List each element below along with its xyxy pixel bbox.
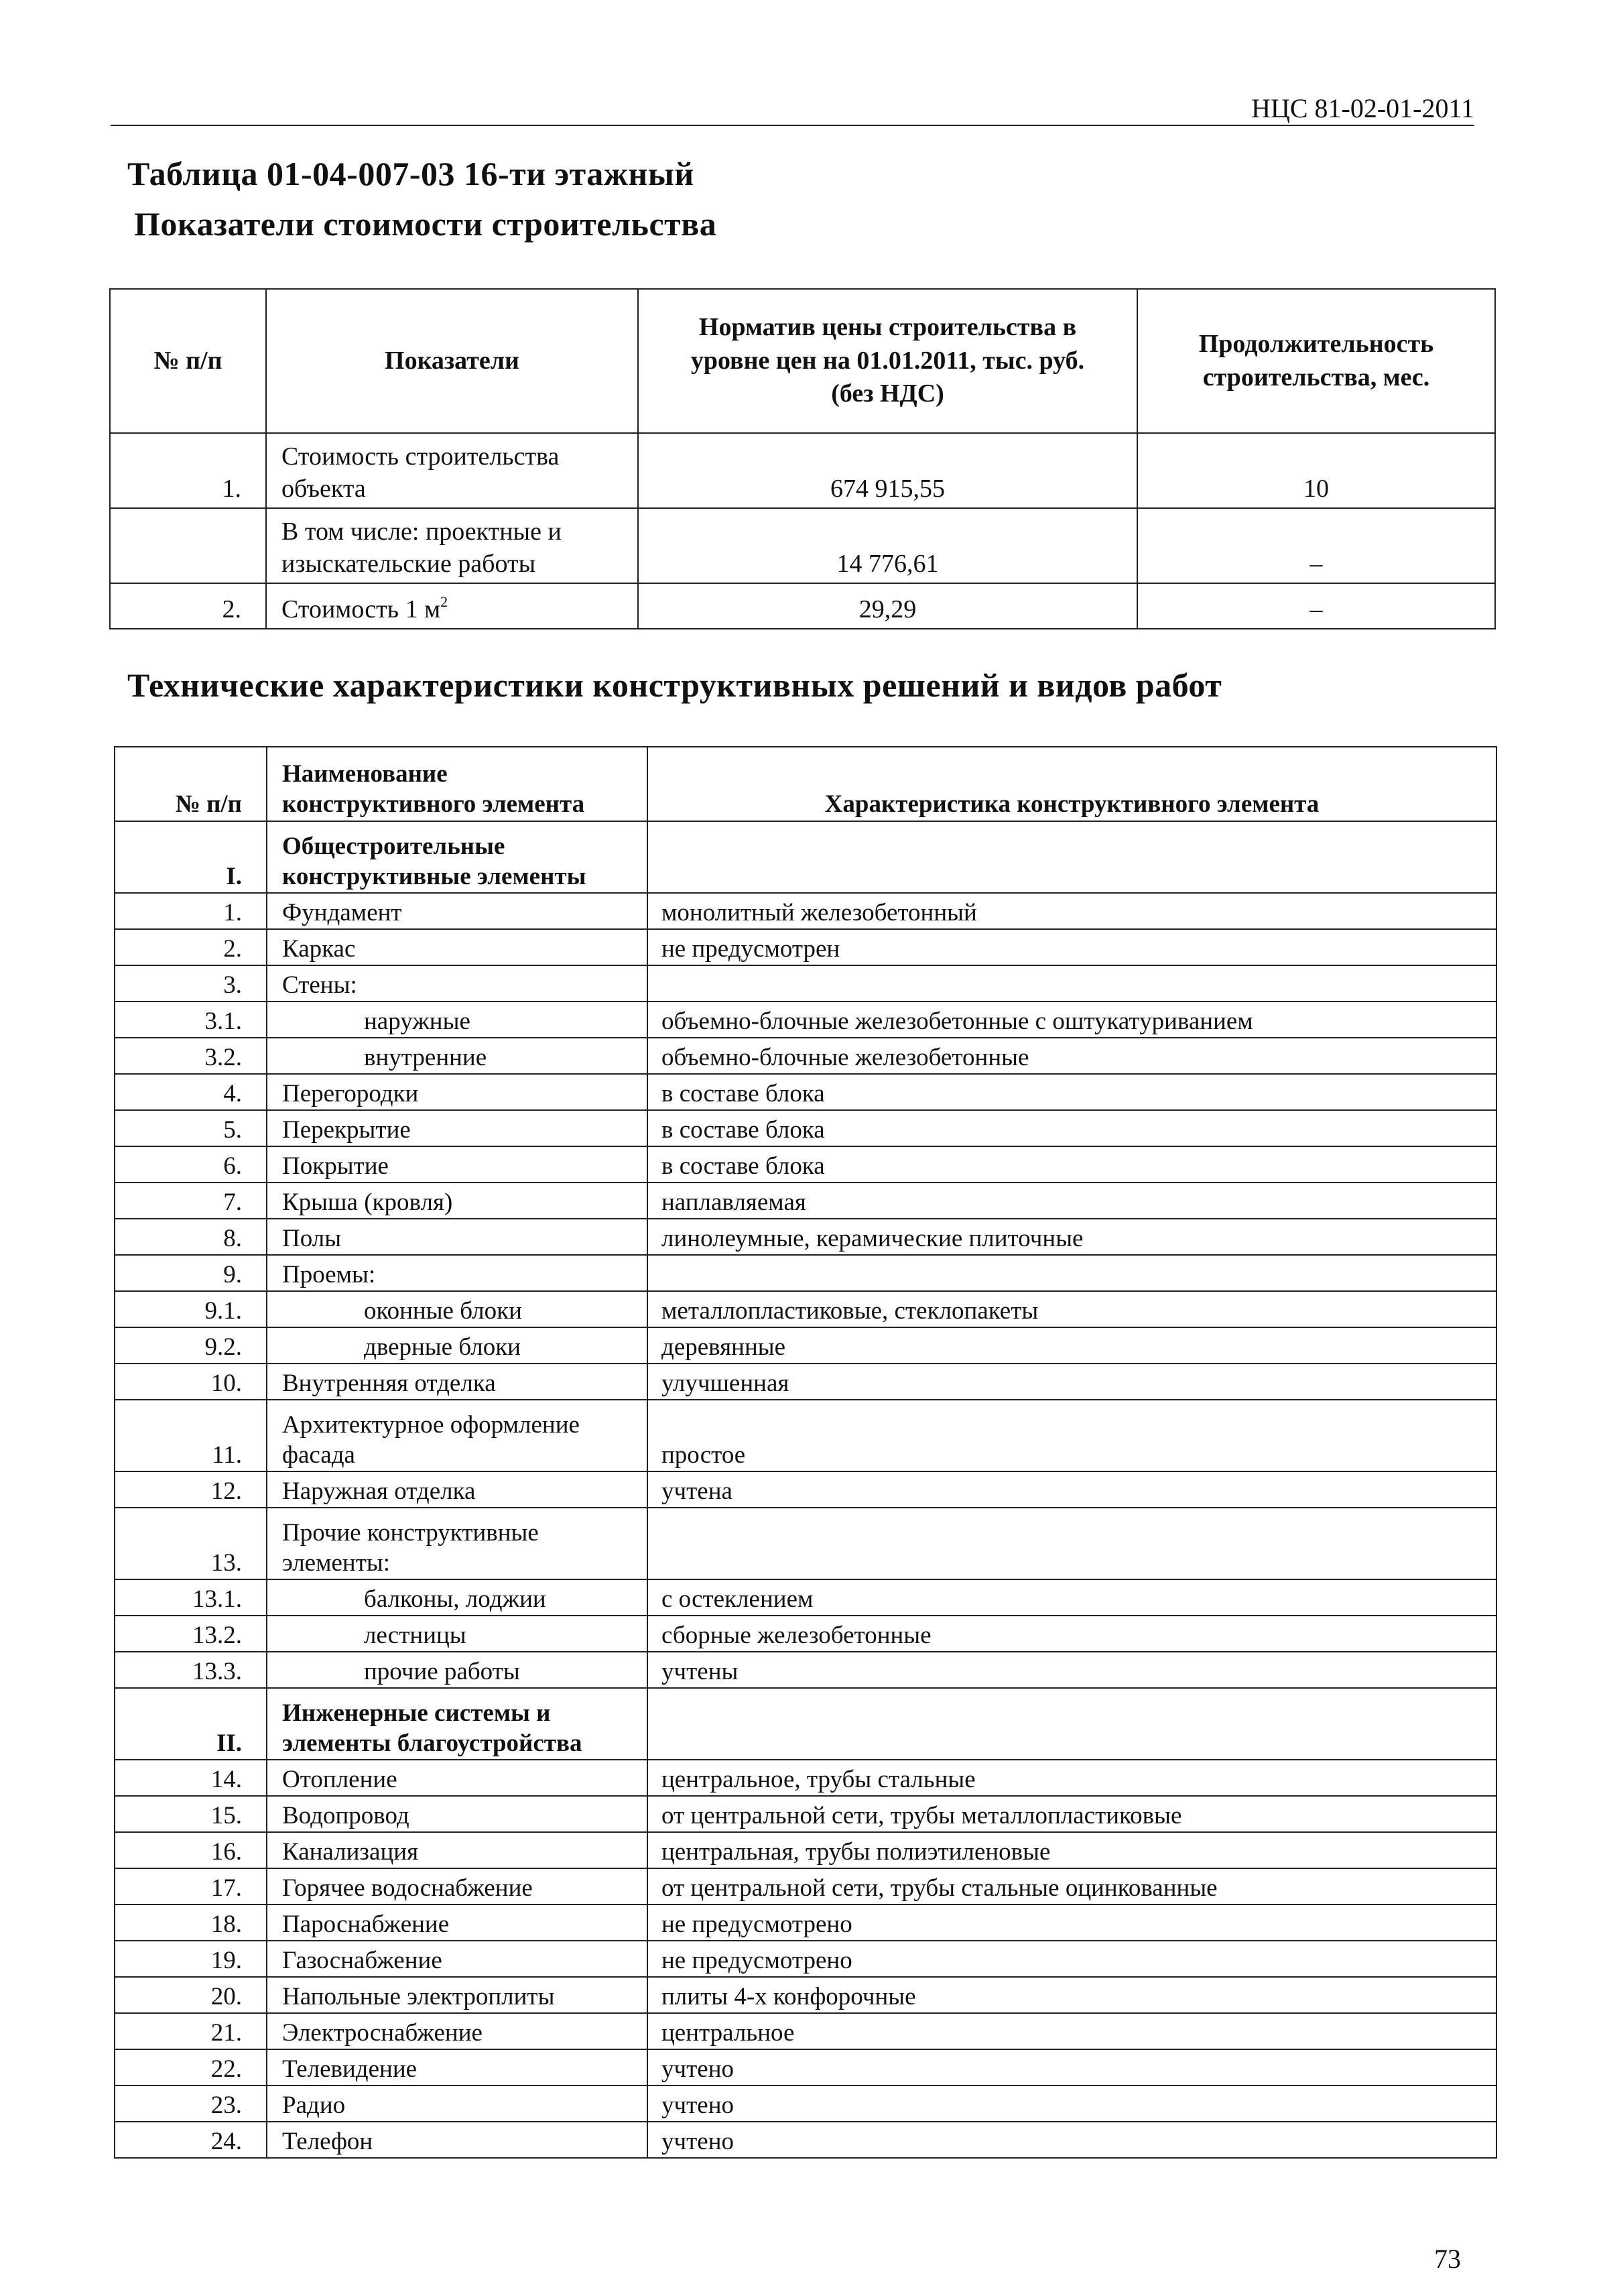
tech-row-num: 17. xyxy=(115,1868,267,1905)
tech-header-name-line-1: Наименование xyxy=(282,760,448,788)
tech-row xyxy=(115,1796,1496,1832)
tech-row-name: Крыша (кровля) xyxy=(267,1183,647,1219)
tech-row xyxy=(115,1688,1496,1760)
tech-row-num: 3.1. xyxy=(115,1002,267,1038)
tech-row-name: балконы, лоджии xyxy=(267,1579,647,1616)
costs-section-title: Показатели стоимости строительства xyxy=(134,205,717,243)
tech-row-characteristic: учтена xyxy=(647,1471,1496,1508)
header-indicator: Показатели xyxy=(266,289,638,433)
cost-row-duration: 10 xyxy=(1137,433,1495,508)
tech-row-num: 18. xyxy=(115,1905,267,1941)
cost-row-name-text: Стоимость 1 м xyxy=(281,595,441,623)
tech-row-characteristic: в составе блока xyxy=(647,1110,1496,1146)
table-title: Таблица 01-04-007-03 16-ти этажный xyxy=(127,155,694,192)
cost-row-name-line-2: изыскательские работы xyxy=(281,549,536,578)
tech-row-num: 15. xyxy=(115,1796,267,1832)
tech-row-name: Радио xyxy=(267,2086,647,2122)
tech-row-name: лестницы xyxy=(267,1616,647,1652)
tech-row-num: 1. xyxy=(115,893,267,929)
tech-row-num: 12. xyxy=(115,1471,267,1508)
tech-row-name: Каркас xyxy=(267,929,647,965)
tech-row-characteristic: плиты 4-х конфорочные xyxy=(647,1977,1496,2013)
tech-row-num: 2. xyxy=(115,929,267,965)
tech-row-name: Полы xyxy=(267,1219,647,1255)
tech-row xyxy=(115,1905,1496,1941)
tech-row-characteristic: не предусмотрено xyxy=(647,1941,1496,1977)
tech-row-name: Фундамент xyxy=(267,893,647,929)
cost-row-duration: – xyxy=(1137,508,1495,583)
tech-row-characteristic: монолитный железобетонный xyxy=(647,893,1496,929)
tech-row-name: Отопление xyxy=(267,1760,647,1796)
tech-row-characteristic xyxy=(647,821,1496,893)
tech-row xyxy=(115,1074,1496,1110)
tech-row-name-line-2: конструктивные элементы xyxy=(282,862,586,890)
cost-row xyxy=(110,508,1495,583)
tech-row-characteristic: не предусмотрено xyxy=(647,1905,1496,1941)
tech-row-num: 10. xyxy=(115,1364,267,1400)
tech-table-body xyxy=(115,821,1496,2158)
header-num: № п/п xyxy=(110,289,266,433)
tech-row-name: Проемы: xyxy=(267,1255,647,1291)
tech-row-num: 9.2. xyxy=(115,1327,267,1364)
tech-row xyxy=(115,821,1496,893)
cost-row-num xyxy=(110,508,266,583)
tech-row-characteristic: с остеклением xyxy=(647,1579,1496,1616)
tech-row-characteristic: учтено xyxy=(647,2086,1496,2122)
tech-row-num: 23. xyxy=(115,2086,267,2122)
tech-row-name: Горячее водоснабжение xyxy=(267,1868,647,1905)
tech-row xyxy=(115,1219,1496,1255)
cost-row xyxy=(110,583,1495,629)
tech-row-num: 9. xyxy=(115,1255,267,1291)
tech-row-name: прочие работы xyxy=(267,1652,647,1688)
tech-row-name: Канализация xyxy=(267,1832,647,1868)
tech-row xyxy=(115,893,1496,929)
tech-row-num: 22. xyxy=(115,2049,267,2086)
tech-row-name-line-2: элементы благоустройства xyxy=(282,1729,582,1757)
tech-row-characteristic: деревянные xyxy=(647,1327,1496,1364)
tech-row-name-line-2: фасада xyxy=(282,1441,355,1469)
tech-row-name xyxy=(267,1688,647,1760)
tech-header-char: Характеристика конструктивного элемента xyxy=(647,747,1496,821)
tech-row xyxy=(115,2122,1496,2158)
tech-row xyxy=(115,1183,1496,1219)
document-code: НЦС 81-02-01-2011 xyxy=(1251,93,1474,123)
tech-row-name: Перегородки xyxy=(267,1074,647,1110)
tech-row-characteristic: улучшенная xyxy=(647,1364,1496,1400)
tech-row-num: 20. xyxy=(115,1977,267,2013)
header-duration-line-1: Продолжительность xyxy=(1198,330,1434,359)
tech-row-name: Телевидение xyxy=(267,2049,647,2086)
tech-row xyxy=(115,1002,1496,1038)
tech-row-name-line-1: Общестроительные xyxy=(282,833,505,861)
tech-row-name: оконные блоки xyxy=(267,1291,647,1327)
tech-row xyxy=(115,2086,1496,2122)
tech-row-name: Телефон xyxy=(267,2122,647,2158)
tech-row-characteristic: центральное, трубы стальные xyxy=(647,1760,1496,1796)
cost-row-duration: – xyxy=(1137,583,1495,629)
tech-row-name: Внутренняя отделка xyxy=(267,1364,647,1400)
tech-row-num: 19. xyxy=(115,1941,267,1977)
tech-row-characteristic: металлопластиковые, стеклопакеты xyxy=(647,1291,1496,1327)
tech-row-name: Наружная отделка xyxy=(267,1471,647,1508)
tech-row-characteristic: наплавляемая xyxy=(647,1183,1496,1219)
tech-row-num: 13.1. xyxy=(115,1579,267,1616)
tech-header-name-line-2: конструктивного элемента xyxy=(282,790,585,818)
tech-row-characteristic: простое xyxy=(647,1400,1496,1471)
tech-row xyxy=(115,965,1496,1002)
tech-row-name xyxy=(267,1508,647,1579)
tech-row-num: 3.2. xyxy=(115,1038,267,1074)
tech-row xyxy=(115,1508,1496,1579)
tech-row xyxy=(115,1400,1496,1471)
tech-row-characteristic: в составе блока xyxy=(647,1074,1496,1110)
tech-row-name-line-1: Архитектурное оформление xyxy=(282,1411,580,1439)
cost-row xyxy=(110,433,1495,508)
tech-row-characteristic: не предусмотрен xyxy=(647,929,1496,965)
tech-row-characteristic xyxy=(647,1508,1496,1579)
cost-row-name-line-1: Стоимость строительства xyxy=(281,442,560,471)
tech-row-num: 5. xyxy=(115,1110,267,1146)
tech-row-characteristic: от центральной сети, трубы стальные оцинкованные xyxy=(647,1868,1496,1905)
tech-row-characteristic xyxy=(647,1255,1496,1291)
tech-row-num: 8. xyxy=(115,1219,267,1255)
cost-row-name-line-1: В том числе: проектные и xyxy=(281,518,562,546)
tech-row-characteristic: сборные железобетонные xyxy=(647,1616,1496,1652)
tech-row-num: 3. xyxy=(115,965,267,1002)
tech-row-num: 11. xyxy=(115,1400,267,1471)
tech-row-name: Пароснабжение xyxy=(267,1905,647,1941)
tech-row-num: 21. xyxy=(115,2013,267,2049)
tech-row xyxy=(115,1146,1496,1183)
tech-row-characteristic: учтено xyxy=(647,2049,1496,2086)
tech-row-name: Водопровод xyxy=(267,1796,647,1832)
tech-header-num: № п/п xyxy=(115,747,267,821)
tech-row-characteristic: учтено xyxy=(647,2122,1496,2158)
tech-row-num: I. xyxy=(115,821,267,893)
tech-row xyxy=(115,1832,1496,1868)
tech-row-num: 13.3. xyxy=(115,1652,267,1688)
tech-row-num: 16. xyxy=(115,1832,267,1868)
tech-row-characteristic: учтены xyxy=(647,1652,1496,1688)
tech-row-num: 9.1. xyxy=(115,1291,267,1327)
tech-row-characteristic: от центральной сети, трубы металлопластиковые xyxy=(647,1796,1496,1832)
tech-row-name: Газоснабжение xyxy=(267,1941,647,1977)
tech-row xyxy=(115,1579,1496,1616)
cost-row-name xyxy=(266,433,638,508)
tech-row xyxy=(115,1868,1496,1905)
tech-header-name xyxy=(267,747,647,821)
tech-row-characteristic: объемно-блочные железобетонные xyxy=(647,1038,1496,1074)
tech-row xyxy=(115,929,1496,965)
tech-row-name: Покрытие xyxy=(267,1146,647,1183)
tech-row-name-line-1: Прочие конструктивные xyxy=(282,1519,539,1547)
tech-row xyxy=(115,1110,1496,1146)
tech-row-name: Напольные электроплиты xyxy=(267,1977,647,2013)
tech-row-characteristic xyxy=(647,1688,1496,1760)
cost-row-value: 674 915,55 xyxy=(638,433,1137,508)
header-price-line-2: уровне цен на 01.01.2011, тыс. руб. xyxy=(690,346,1085,375)
header-duration xyxy=(1137,289,1495,433)
tech-table-header-row xyxy=(115,747,1496,821)
tech-row-num: 24. xyxy=(115,2122,267,2158)
tech-row-num: 4. xyxy=(115,1074,267,1110)
tech-row-characteristic: центральное xyxy=(647,2013,1496,2049)
tech-row xyxy=(115,1364,1496,1400)
page-number: 73 xyxy=(1434,2244,1461,2274)
cost-indicators-table xyxy=(109,288,1496,629)
header-price-line-3: (без НДС) xyxy=(831,379,944,408)
tech-row xyxy=(115,1327,1496,1364)
tech-row-characteristic: в составе блока xyxy=(647,1146,1496,1183)
tech-row xyxy=(115,1977,1496,2013)
tech-row-name: Электроснабжение xyxy=(267,2013,647,2049)
cost-row-num: 2. xyxy=(110,583,266,629)
tech-row xyxy=(115,1941,1496,1977)
header-duration-line-2: строительства, мес. xyxy=(1202,363,1430,391)
tech-row-name: наружные xyxy=(267,1002,647,1038)
tech-row-name: внутренние xyxy=(267,1038,647,1074)
tech-characteristics-table xyxy=(114,746,1497,2159)
tech-row xyxy=(115,2049,1496,2086)
cost-row-name-line-2: объекта xyxy=(281,474,366,503)
tech-row-characteristic: центральная, трубы полиэтиленовые xyxy=(647,1832,1496,1868)
tech-row-name xyxy=(267,1400,647,1471)
tech-row xyxy=(115,1255,1496,1291)
tech-row-num: 6. xyxy=(115,1146,267,1183)
cost-table-header-row xyxy=(110,289,1495,433)
tech-row-name: Стены: xyxy=(267,965,647,1002)
cost-row-value: 29,29 xyxy=(638,583,1137,629)
tech-row-num: 7. xyxy=(115,1183,267,1219)
tech-row-name-line-1: Инженерные системы и xyxy=(282,1699,551,1728)
cost-row-value: 14 776,61 xyxy=(638,508,1137,583)
tech-row-characteristic: линолеумные, керамические плиточные xyxy=(647,1219,1496,1255)
cost-row-name-superscript: 2 xyxy=(440,593,448,610)
header-price xyxy=(638,289,1137,433)
tech-row-characteristic: объемно-блочные железобетонные с оштукатуриванием xyxy=(647,1002,1496,1038)
tech-row xyxy=(115,1616,1496,1652)
tech-row-name: дверные блоки xyxy=(267,1327,647,1364)
tech-row xyxy=(115,1038,1496,1074)
tech-section-title: Технические характеристики конструктивных решений и видов работ xyxy=(127,666,1222,704)
cost-row-num: 1. xyxy=(110,433,266,508)
tech-row-num: 13.2. xyxy=(115,1616,267,1652)
tech-row xyxy=(115,1471,1496,1508)
tech-row xyxy=(115,2013,1496,2049)
tech-row-num: 14. xyxy=(115,1760,267,1796)
tech-row-num: II. xyxy=(115,1688,267,1760)
cost-row-name xyxy=(266,583,638,629)
header-rule xyxy=(111,125,1474,126)
tech-row-name: Перекрытие xyxy=(267,1110,647,1146)
tech-row-name-line-2: элементы: xyxy=(282,1549,391,1577)
tech-row-name xyxy=(267,821,647,893)
tech-row xyxy=(115,1760,1496,1796)
tech-row-num: 13. xyxy=(115,1508,267,1579)
tech-row xyxy=(115,1291,1496,1327)
header-price-line-1: Норматив цены строительства в xyxy=(698,313,1077,342)
tech-row-characteristic xyxy=(647,965,1496,1002)
tech-row xyxy=(115,1652,1496,1688)
cost-row-name xyxy=(266,508,638,583)
